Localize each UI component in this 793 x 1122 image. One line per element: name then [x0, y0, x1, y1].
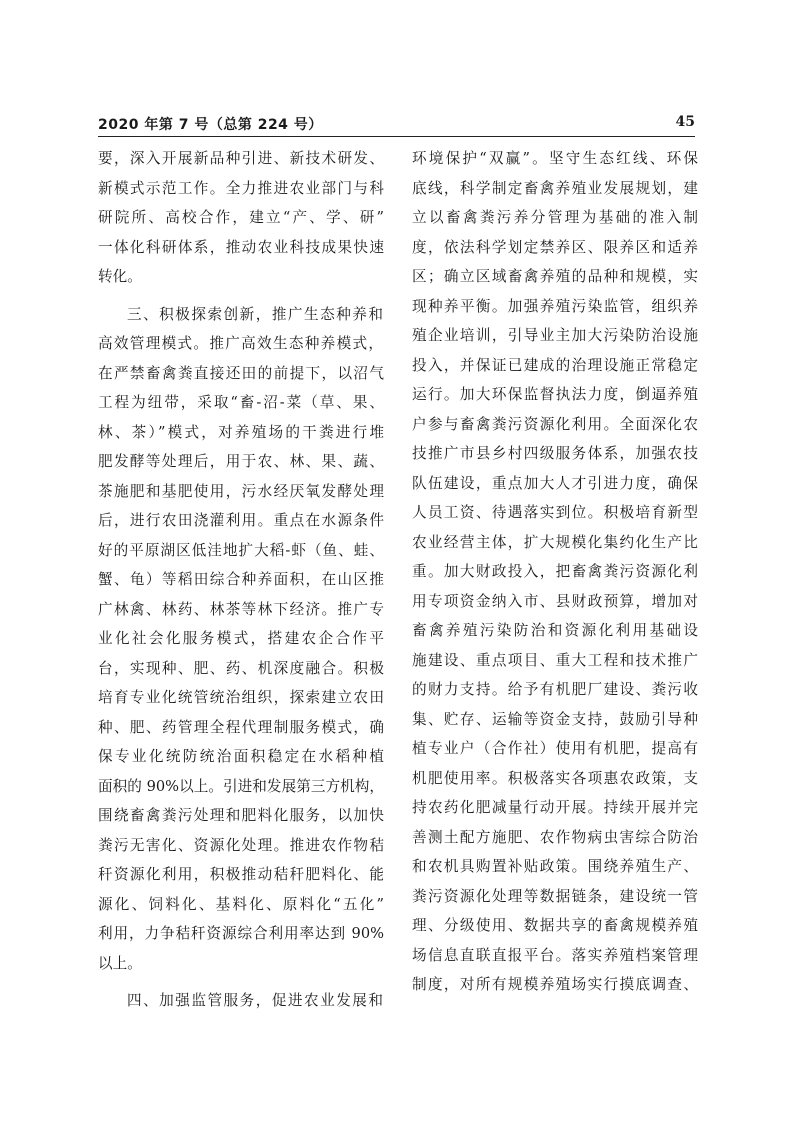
text-line: 队伍建设，重点加大人才引进力度，确保	[412, 474, 698, 492]
left-text-column	[98, 144, 384, 1016]
text-line: 秆资源化利用，积极推动秸秆肥料化、能	[98, 866, 384, 883]
text-line: 制度，对所有规模养殖场实行摸底调查、	[412, 976, 698, 993]
text-line: 善测土配方施肥、农作物病虫害综合防治	[412, 828, 698, 846]
text-line: 技推广市县乡村四级服务体系，加强农技	[412, 445, 698, 462]
text-line: 利用，力争秸秆资源综合利用率达到 90%	[98, 925, 384, 942]
text-line: 持农药化肥减量行动开展。持续开展并完	[412, 799, 698, 816]
text-line: 新模式示范工作。全力推进农业部门与科	[98, 179, 384, 197]
text-line: 转化。	[98, 268, 142, 285]
text-line: 林、茶）”模式，对养殖场的干粪进行堆	[98, 423, 384, 441]
text-line: 粪污无害化、资源化处理。推进农作物秸	[98, 836, 384, 854]
text-line: 现种养平衡。加强养殖污染监管，组织养	[412, 297, 698, 315]
text-line: 保专业化统防统治面积稳定在水稻种植	[98, 748, 384, 765]
running-header	[98, 112, 695, 137]
text-line: 重。加大财政投入，把畜禽粪污资源化利	[412, 563, 698, 580]
text-line: 围绕畜禽粪污处理和肥料化服务，以加快	[98, 807, 384, 824]
text-line: 集、贮存、运输等资金支持，鼓励引导种	[412, 710, 698, 728]
text-line: 用专项资金纳入市、县财政预算，增加对	[412, 592, 698, 610]
text-line: 投入，并保证已建成的治理设施正常稳定	[412, 356, 698, 374]
text-line: 环境保护“双赢”。坚守生态红线、环保	[412, 150, 698, 167]
text-line: 度，依法科学划定禁养区、限养区和适养	[412, 238, 698, 256]
text-line: 施建设、重点项目、重大工程和技术推广	[412, 651, 698, 669]
text-line: 肥发酵等处理后，用于农、林、果、蔬、	[98, 453, 384, 470]
text-line: 和农机具购置补贴政策。围绕养殖生产、	[412, 858, 698, 875]
text-line: 三、积极探索创新，推广生态种养和	[127, 305, 384, 323]
text-line: 畜禽养殖污染防治和资源化利用基础设	[412, 622, 698, 639]
text-line: 在严禁畜禽粪直接还田的前提下，以沼气	[98, 364, 384, 382]
text-line: 场信息直联直报平台。落实养殖档案管理	[412, 946, 698, 964]
text-line: 源化、饲料化、基料化、原料化“五化”	[98, 895, 384, 913]
text-line: 好的平原湖区低洼地扩大稻-虾（鱼、蛙、	[98, 541, 384, 559]
text-line: 培育专业化统管统治组织，探索建立农田	[98, 689, 384, 706]
text-line: 广林禽、林药、林茶等林下经济。推广专	[98, 600, 384, 618]
right-text-column	[412, 144, 698, 1000]
text-line: 植专业户（合作社）使用有机肥，提高有	[412, 740, 698, 757]
text-line: 后，进行农田浇灌利用。重点在水源条件	[98, 512, 384, 529]
text-line: 运行。加大环保监督执法力度，倒逼养殖	[412, 386, 698, 403]
text-line: 立以畜禽粪污养分管理为基础的准入制	[412, 209, 698, 226]
text-line: 研院所、高校合作，建立“产、学、研”	[98, 209, 384, 226]
text-line: 殖企业培训，引导业主加大污染防治设施	[412, 327, 698, 344]
text-line: 粪污资源化处理等数据链条，建设统一管	[412, 887, 698, 905]
journal-issue: 2020 年第 7 号（总第 224 号）	[98, 117, 323, 133]
text-line: 茶施肥和基肥使用，污水经厌氧发酵处理	[98, 482, 384, 500]
text-line: 区；确立区域畜禽养殖的品种和规模，实	[412, 268, 698, 285]
text-line: 机肥使用率。积极落实各项惠农政策，支	[412, 769, 698, 787]
text-line: 一体化科研体系，推动农业科技成果快速	[98, 238, 384, 256]
text-line: 人员工资、待遇落实到位。积极培育新型	[412, 504, 698, 521]
text-line: 理、分级使用、数据共享的畜禽规模养殖	[412, 917, 698, 934]
text-line: 种、肥、药管理全程代理制服务模式，确	[98, 718, 384, 736]
page-number: 45	[675, 114, 695, 130]
text-line: 户参与畜禽粪污资源化利用。全面深化农	[412, 415, 698, 433]
text-line: 农业经营主体，扩大规模化集约化生产比	[412, 533, 698, 551]
text-line: 高效管理模式。推广高效生态种养模式，	[98, 335, 384, 352]
text-line: 台，实现种、肥、药、机深度融合。积极	[98, 659, 384, 677]
text-line: 以上。	[98, 954, 142, 972]
text-line: 的财力支持。给予有机肥厂建设、粪污收	[412, 681, 698, 698]
text-line: 面积的 90%以上。引进和发展第三方机构，	[98, 777, 384, 795]
text-line: 工程为纽带，采取“畜-沼-菜（草、果、	[98, 394, 384, 411]
text-line: 底线，科学制定畜禽养殖业发展规划，建	[412, 179, 698, 197]
text-line: 蟹、龟）等稻田综合种养面积，在山区推	[98, 571, 384, 588]
text-line: 要，深入开展新品种引进、新技术研发、	[98, 150, 384, 167]
text-line: 业化社会化服务模式，搭建农企合作平	[98, 630, 384, 647]
text-line: 四、加强监管服务，促进农业发展和	[127, 992, 384, 1009]
